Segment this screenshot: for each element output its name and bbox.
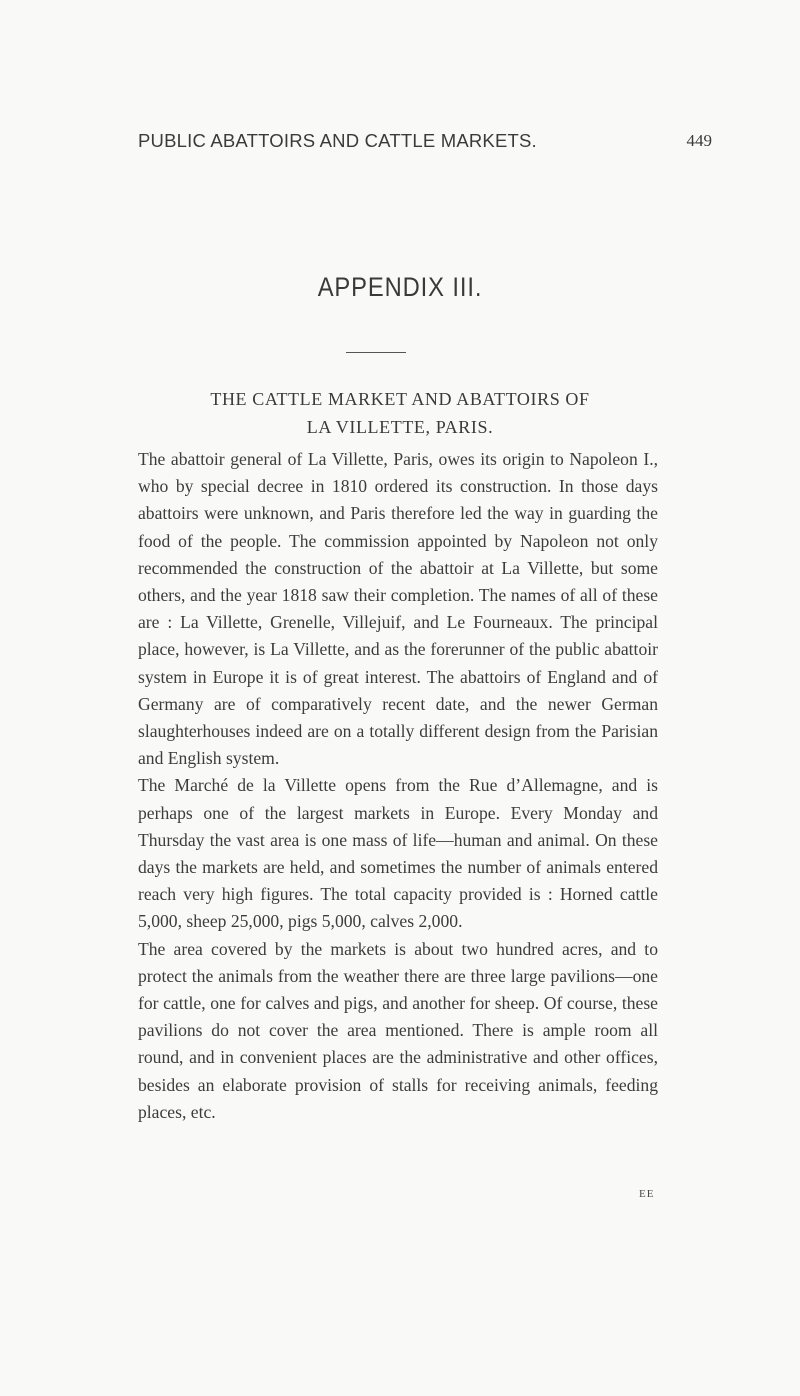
running-title: PUBLIC ABATTOIRS AND CATTLE MARKETS. bbox=[138, 130, 537, 151]
paragraph: The abattoir general of La Villette, Paris, owes its origin to Napoleon I., who by special decree in 1810 ordered its construction. In those days abattoirs were unknown, and Paris therefore led the way in guarding the food of the people. The commission appointed by Napoleon not only recommended the construction of the abattoir at La Villette, but some others, and the year 1818 saw their completion. The names of all of these are : La Villette, Grenelle, Villejuif, and Le Fourneaux. The principal place, however, is La Villette, and as the forerunner of the public abattoir system in Europe it is of great interest. The abattoirs of England and of Germany are of comparatively recent date, and the newer German slaughterhouses indeed are on a totally different design from the Parisian and English system. bbox=[138, 449, 658, 769]
section-heading bbox=[0, 385, 800, 441]
section-heading-line-1: THE CATTLE MARKET AND ABATTOIRS OF bbox=[210, 389, 590, 409]
appendix-title: APPENDIX III. bbox=[317, 272, 483, 302]
running-head bbox=[138, 130, 718, 160]
paragraph: The Marché de la Villette opens from the Rue d’Allemagne, and is perhaps one of the largest markets in Europe. Every Monday and Thursday the vast area is one mass of life—human and animal. On these days the markets are held, and sometimes the number of animals entered reach very high figures. The total capacity provided is : Horned cattle 5,000, sheep 25,000, pigs 5,000, calves 2,000. bbox=[138, 775, 658, 932]
section-heading-line-2: LA VILLETTE, PARIS. bbox=[306, 417, 494, 437]
signature-mark: EE bbox=[639, 1188, 655, 1200]
page-number: 449 bbox=[686, 131, 712, 150]
paragraph: The area covered by the markets is about two hundred acres, and to protect the animals from the weather there are three large pavilions—one for cattle, one for calves and pigs, and another for sheep. Of course, these pavilions do not cover the area mentioned. There is ample room all round, and in convenient places are the administrative and other offices, besides an elaborate provision of stalls for receiving animals, feeding places, etc. bbox=[138, 938, 658, 1122]
title-divider bbox=[346, 352, 406, 353]
body-text bbox=[138, 446, 658, 1126]
